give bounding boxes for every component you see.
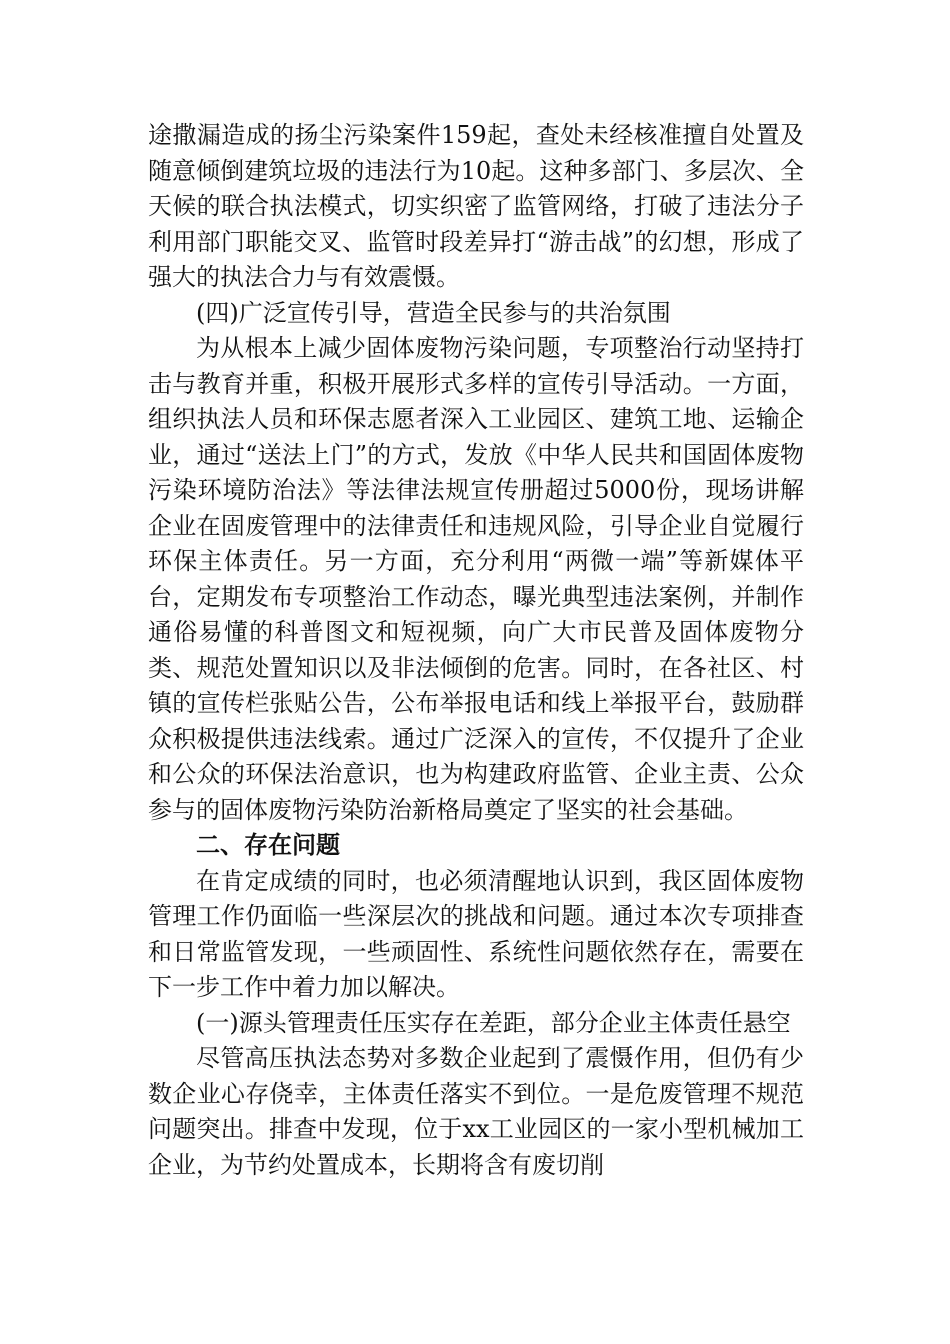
paragraph-enforcement-results: 途撒漏造成的扬尘污染案件159起，查处未经核准擅自处置及随意倾倒建筑垃圾的违法行为10起。这种多部门、多层次、全天候的联合执法模式，切实织密了监管网络，打破了违法分子利用部门职能交叉、监管时段差异打“游击战”的幻想，形成了强大的执法合力与有效震慑。 xyxy=(148,121,804,291)
section-title-problems: 二、存在问题 xyxy=(196,831,340,859)
paragraph-problems-intro: 在肯定成绩的同时，也必须清醒地认识到，我区固体废物管理工作仍面临一些深层次的挑战和问题。通过本次专项排查和日常监管发现，一些顽固性、系统性问题依然存在，需要在下一步工作中着力加以解决。 xyxy=(148,866,804,1001)
subheading-publicity: (四)广泛宣传引导，营造全民参与的共治氛围 xyxy=(196,298,671,327)
subheading-source-management: (一)源头管理责任压实存在差距，部分企业主体责任悬空 xyxy=(196,1008,791,1037)
paragraph-source-management: 尽管高压执法态势对多数企业起到了震慑作用，但仍有少数企业心存侥幸，主体责任落实不到位。一是危废管理不规范问题突出。排查中发现，位于xx工业园区的一家小型机械加工企业，为节约处置成本，长期将含有废切削 xyxy=(148,1044,804,1179)
document-page xyxy=(148,118,804,1183)
paragraph-publicity: 为从根本上减少固体废物污染问题，专项整治行动坚持打击与教育并重，积极开展形式多样的宣传引导活动。一方面，组织执法人员和环保志愿者深入工业园区、建筑工地、运输企业，通过“送法上门”的方式，发放《中华人民共和国固体废物污染环境防治法》等法律法规宣传册超过5000份，现场讲解企业在固废管理中的法律责任和违规风险，引导企业自觉履行环保主体责任。另一方面，充分利用“两微一端”等新媒体平台，定期发布专项整治工作动态，曝光典型违法案例，并制作通俗易懂的科普图文和短视频，向广大市民普及固体废物分类、规范处置知识以及非法倾倒的危害。同时，在各社区、村镇的宣传栏张贴公告，公布举报电话和线上举报平台，鼓励群众积极提供违法线索。通过广泛深入的宣传，不仅提升了企业和公众的环保法治意识，也为构建政府监管、企业主责、公众参与的固体废物污染防治新格局奠定了坚实的社会基础。 xyxy=(148,334,804,824)
